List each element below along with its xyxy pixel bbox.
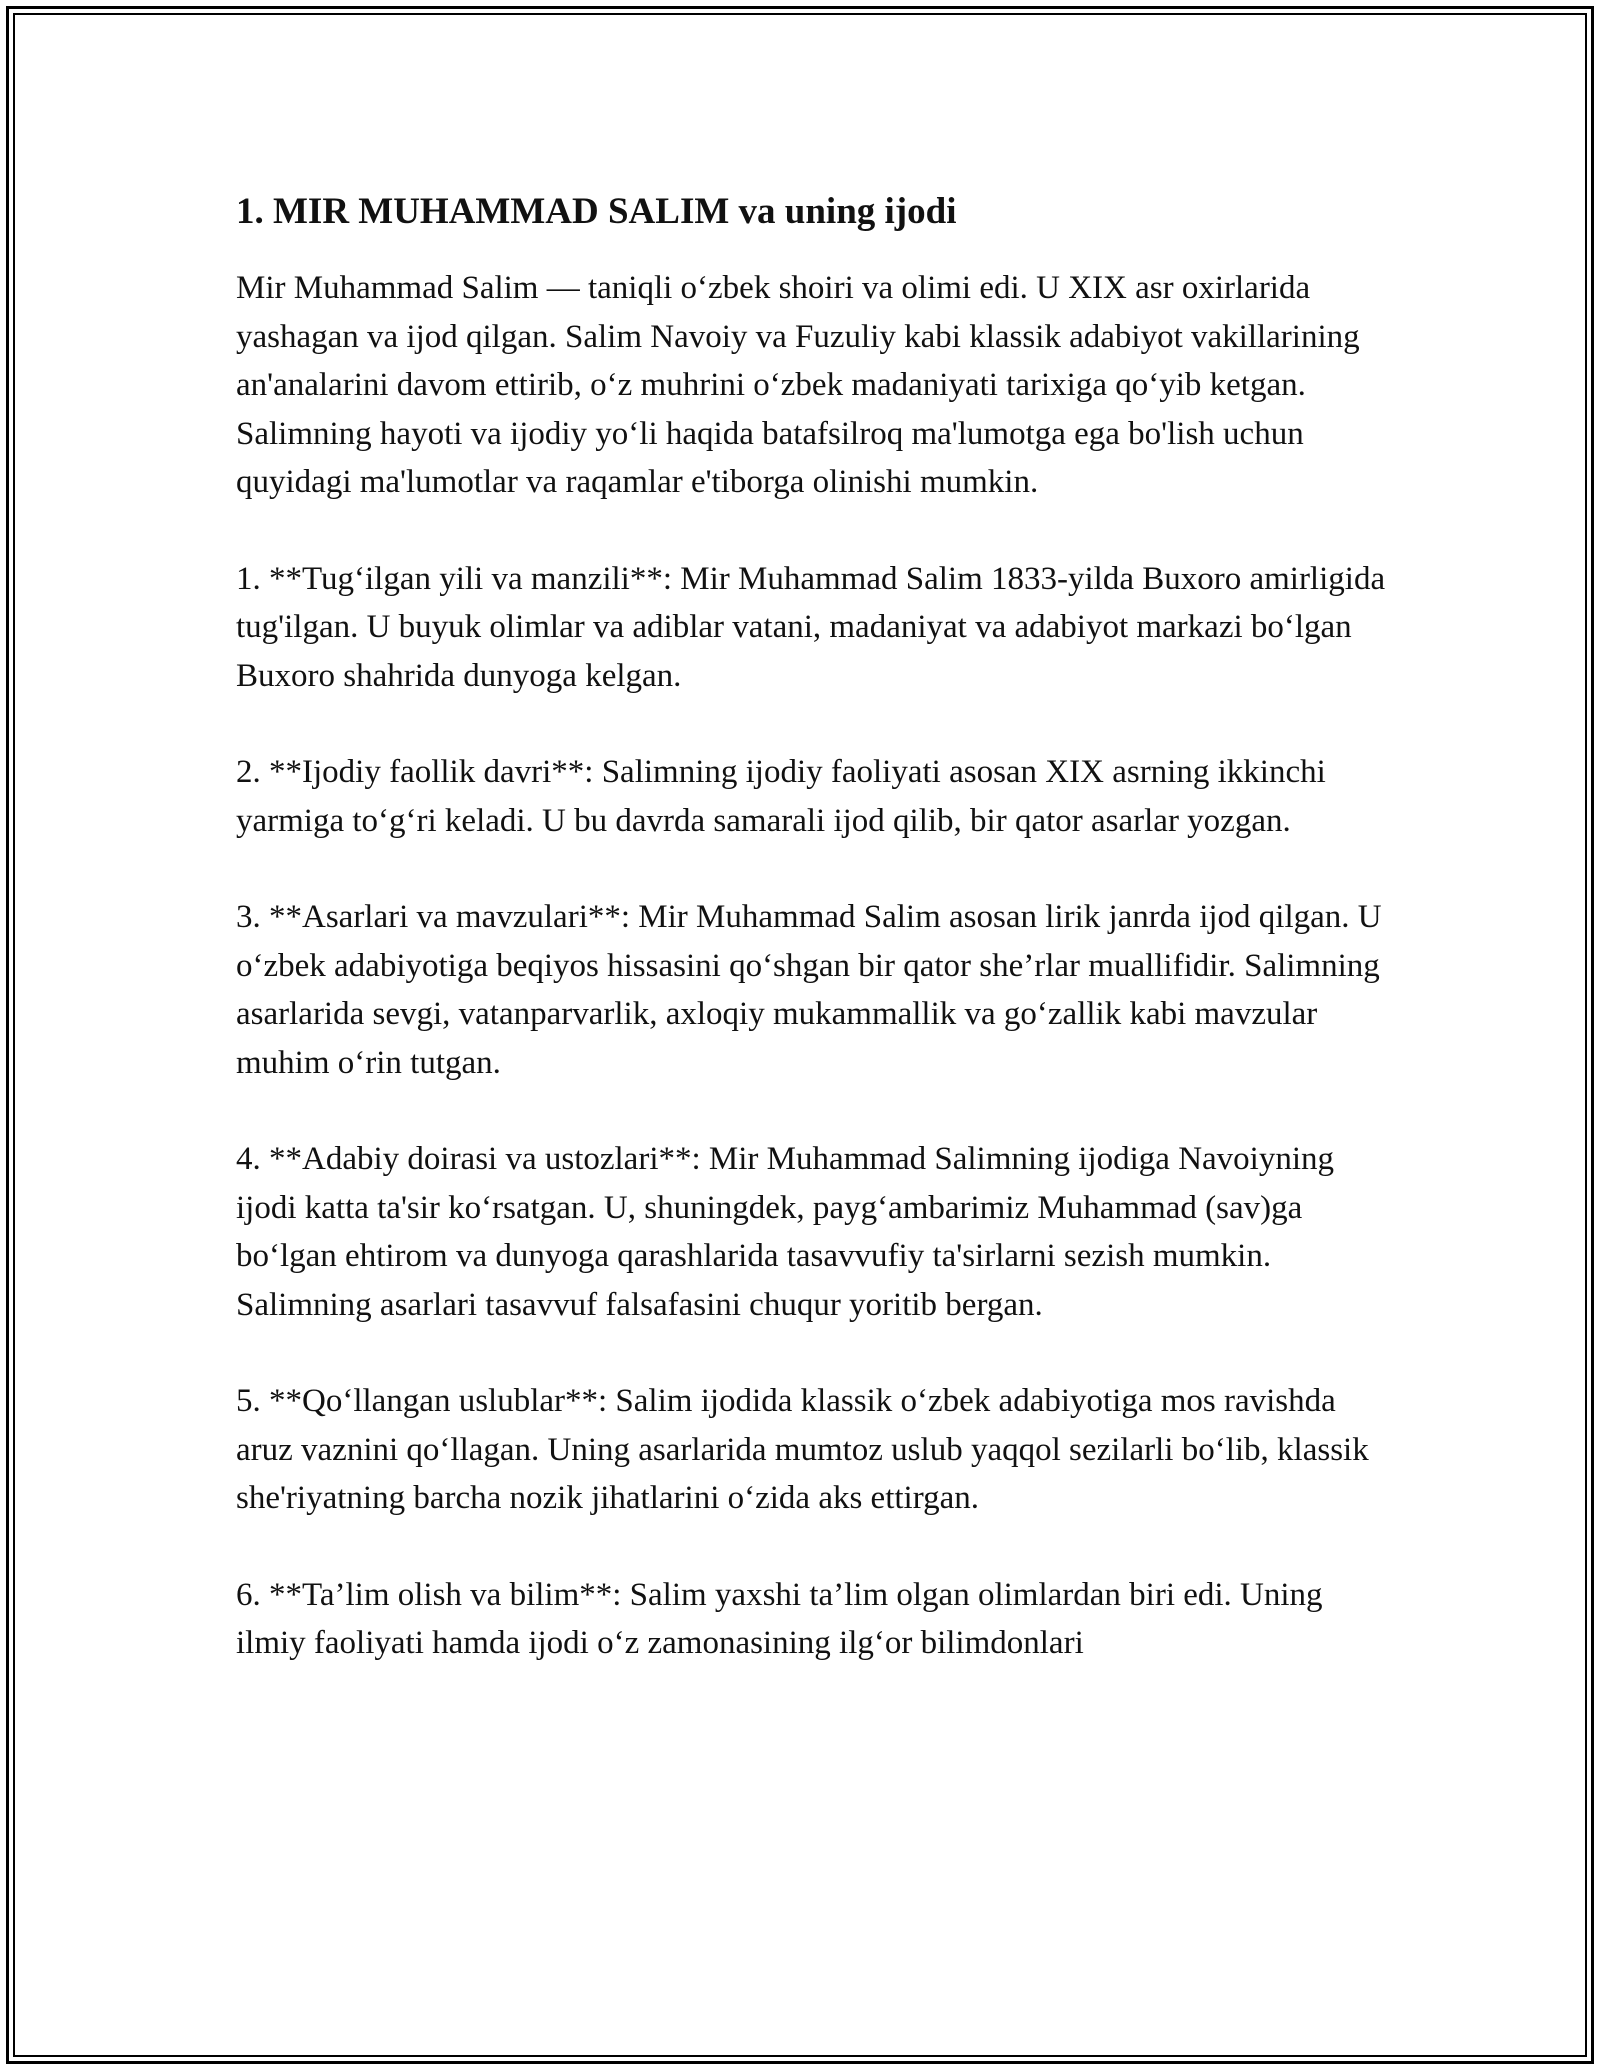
point-birth: 1. **Tug‘ilgan yili va manzili**: Mir Muhammad Salim 1833-yilda Buxoro amirligida tug'ilgan. U buyuk olimlar va adiblar vatani, madaniyat va adabiyot markazi bo‘lgan Buxoro shahrida dunyoga kelgan.: [236, 560, 1386, 694]
document-body: [236, 186, 1386, 1668]
intro-paragraph: Mir Muhammad Salim — taniqli o‘zbek shoiri va olimi edi. U XIX asr oxirlarida yashagan va ijod qilgan. Salim Navoiy va Fuzuliy kabi klassik adabiyot vakillarining an'analarini davom ettirib, o‘z muhrini o‘zbek madaniyati tarixiga qo‘yib ketgan. Salimning hayoti va ijodiy yo‘li haqida batafsilroq ma'lumotga ega bo'lish uchun quyidagi ma'lumotlar va raqamlar e'tiborga olinishi mumkin.: [236, 270, 1360, 500]
point-works-themes: 3. **Asarlari va mavzulari**: Mir Muhammad Salim asosan lirik janrda ijod qilgan. U o‘zbek adabiyotiga beqiyos hissasini qo‘shgan bir qator she’rlar muallifidir. Salimning asarlarida sevgi, vatanparvarlik, axloqiy mukammallik va go‘zallik kabi mavzular muhim o‘rin tutgan.: [236, 899, 1382, 1081]
document-title: 1. MIR MUHAMMAD SALIM va uning ijodi: [236, 191, 957, 232]
point-creative-period: 2. **Ijodiy faollik davri**: Salimning ijodiy faoliyati asosan XIX asrning ikkinchi yarmiga to‘g‘ri keladi. U bu davrda samarali ijod qilib, bir qator asarlar yozgan.: [236, 754, 1326, 839]
point-styles: 5. **Qo‘llangan uslublar**: Salim ijodida klassik o‘zbek adabiyotiga mos ravishda aruz vaznini qo‘llagan. Uning asarlarida mumtoz uslub yaqqol sezilarli bo‘lib, klassik she'riyatning barcha nozik jihatlarini o‘zida aks ettirgan.: [236, 1383, 1369, 1516]
point-literary-circle: 4. **Adabiy doirasi va ustozlari**: Mir Muhammad Salimning ijodiga Navoiyning ijodi katta ta'sir ko‘rsatgan. U, shuningdek, payg‘ambarimiz Muhammad (sav)ga bo‘lgan ehtirom va dunyoga qarashlarida tasavvufiy ta'sirlarni sezish mumkin. Salimning asarlari tasavvuf falsafasini chuqur yoritib bergan.: [236, 1141, 1335, 1323]
point-education: 6. **Ta’lim olish va bilim**: Salim yaxshi ta’lim olgan olimlardan biri edi. Uning ilmiy faoliyati hamda ijodi o‘z zamonasining ilg‘or bilimdonlari: [236, 1576, 1323, 1661]
